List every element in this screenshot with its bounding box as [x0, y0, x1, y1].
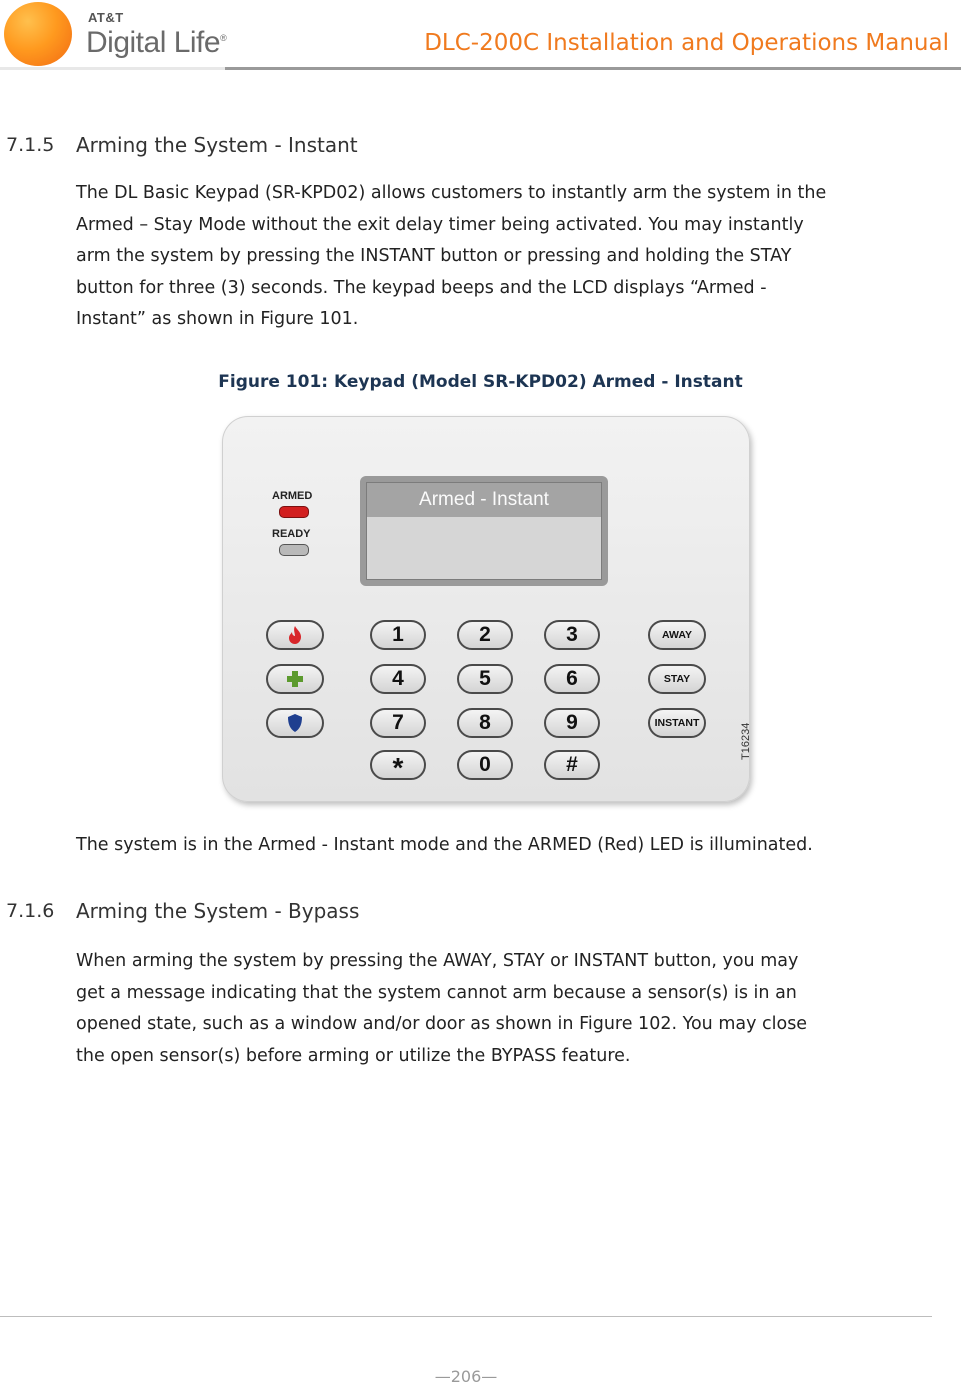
medical-button: [266, 664, 324, 694]
instant-button: INSTANT: [648, 708, 706, 738]
body-line: opened state, such as a window and/or door as shown in Figure 102. You may close: [76, 1014, 808, 1034]
body-line: the open sensor(s) before arming or utilize the BYPASS feature.: [76, 1045, 631, 1066]
att-globe-logo-icon: [4, 2, 72, 66]
body-line: get a message indicating that the system cannot arm because a sensor(s) is in an: [76, 982, 797, 1003]
ready-led: [279, 544, 309, 556]
after-figure-text: The system is in the Armed - Instant mode and the ARMED (Red) LED is illuminated.: [76, 835, 813, 855]
ready-led-label: READY: [272, 528, 311, 540]
body-line: arm the system by pressing the INSTANT button or pressing and holding the STAY: [76, 246, 792, 266]
key-4: 4: [370, 664, 426, 694]
key-7: 7: [370, 708, 426, 738]
key-6: 6: [544, 664, 600, 694]
logo-name: Digital Life: [86, 26, 221, 59]
armed-led: [279, 506, 309, 518]
armed-led-label: ARMED: [272, 490, 313, 502]
key-9: 9: [544, 708, 600, 738]
section-title-715: Arming the System - Instant: [76, 133, 358, 157]
key-1: 1: [370, 620, 426, 650]
page-number: —206—: [434, 1367, 498, 1386]
section-number-715: 7.1.5: [6, 134, 55, 156]
figure-id: T16234: [740, 722, 752, 760]
keypad-figure: [222, 416, 750, 802]
lcd-frame: [360, 476, 608, 586]
logo-att-text: AT&T: [88, 10, 124, 25]
body-line: Armed – Stay Mode without the exit delay timer being activated. You may instantly: [76, 214, 804, 235]
body-line: Instant” as shown in Figure 101.: [76, 309, 359, 329]
key-2: 2: [457, 620, 513, 650]
section-716-body: [76, 946, 936, 1072]
fire-icon: [284, 624, 306, 646]
logo-registered-mark: ®: [220, 33, 227, 43]
key-8: 8: [457, 708, 513, 738]
key-3: 3: [544, 620, 600, 650]
figure-caption: Figure 101: Keypad (Model SR-KPD02) Armed - Instant: [218, 372, 743, 392]
lcd-display: [366, 482, 602, 580]
logo-digital-life: [86, 26, 226, 60]
header-divider-gap: [0, 67, 225, 70]
away-button: AWAY: [648, 620, 706, 650]
lcd-text: Armed - Instant: [419, 489, 549, 510]
police-button: [266, 708, 324, 738]
medical-cross-icon: [284, 668, 306, 690]
body-line: button for three (3) seconds. The keypad beeps and the LCD displays “Armed -: [76, 277, 767, 298]
body-line: When arming the system by pressing the AWAY, STAY or INSTANT button, you may: [76, 951, 799, 971]
key-hash: #: [544, 750, 600, 780]
manual-title: DLC-200C Installation and Operations Manual: [424, 30, 949, 56]
section-number-716: 7.1.6: [6, 900, 55, 922]
body-line: The DL Basic Keypad (SR-KPD02) allows customers to instantly arm the system in the: [76, 183, 827, 203]
section-715-body: [76, 178, 936, 336]
police-shield-icon: [284, 712, 306, 734]
page-header: [0, 0, 961, 70]
fire-button: [266, 620, 324, 650]
key-5: 5: [457, 664, 513, 694]
section-title-716: Arming the System - Bypass: [76, 899, 360, 923]
stay-button: STAY: [648, 664, 706, 694]
key-star: *: [370, 750, 426, 780]
footer-divider: [0, 1316, 932, 1317]
key-0: 0: [457, 750, 513, 780]
